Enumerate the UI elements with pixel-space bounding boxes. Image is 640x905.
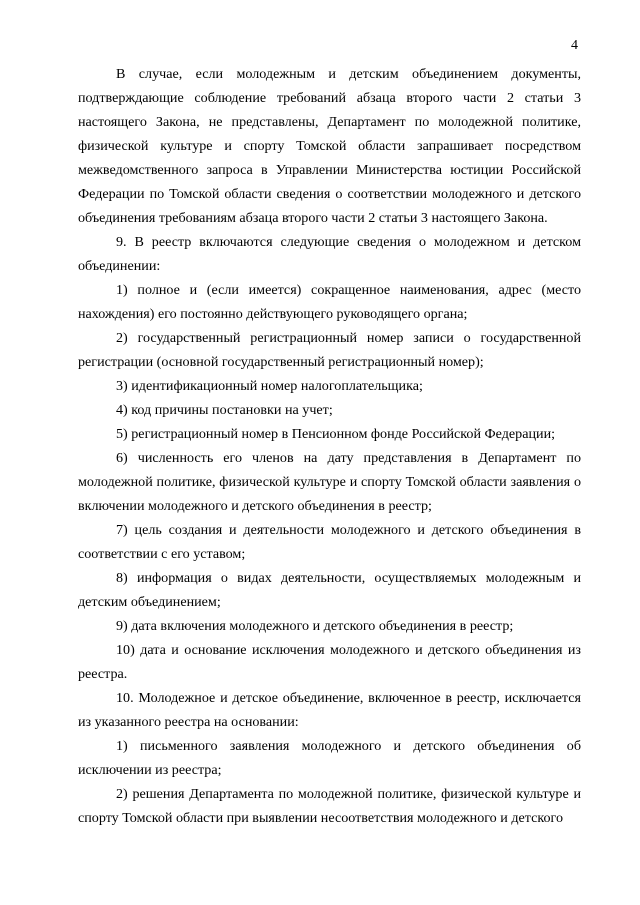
paragraph: В случае, если молодежным и детским объединением документы, подтверждающие соблюдение требований абзаца второго части 2 статьи 3 настоящего Закона, не представлены, Департамент по молодежной политике, физической культуре и спорту Томской области запрашивает посредством межведомственного запроса в Управлении Министерства юстиции Российской Федерации по Томской области сведения о соответствии молодежного и детского объединения требованиям абзаца второго части 2 статьи 3 настоящего Закона. <box>78 66 581 226</box>
paragraph: 2) решения Департамента по молодежной политике, физической культуре и спорту Томской области при выявлении несоответствия молодежного и детского <box>78 786 581 826</box>
paragraph: 5) регистрационный номер в Пенсионном фонде Российской Федерации; <box>116 426 556 442</box>
paragraph: 8) информация о видах деятельности, осуществляемых молодежным и детским объединением; <box>78 570 581 610</box>
paragraph: 3) идентификационный номер налогоплательщика; <box>116 378 423 394</box>
paragraph: 10. Молодежное и детское объединение, включенное в реестр, исключается из указанного реестра на основании: <box>78 690 581 730</box>
paragraph: 4) код причины постановки на учет; <box>116 402 333 418</box>
paragraph: 6) численность его членов на дату представления в Департамент по молодежной политике, физической культуре и спорту Томской области заявления о включении молодежного и детского объединения в реестр; <box>78 450 581 514</box>
page-number: 4 <box>571 38 578 53</box>
paragraph: 2) государственный регистрационный номер записи о государственной регистрации (основной государственный регистрационный номер); <box>78 330 581 370</box>
paragraph: 9) дата включения молодежного и детского объединения в реестр; <box>116 618 514 634</box>
paragraph: 1) письменного заявления молодежного и детского объединения об исключении из реестра; <box>78 738 581 778</box>
paragraph: 1) полное и (если имеется) сокращенное наименования, адрес (место нахождения) его постоянно действующего руководящего органа; <box>78 282 581 322</box>
document-body <box>78 62 581 830</box>
paragraph: 7) цель создания и деятельности молодежного и детского объединения в соответствии с его уставом; <box>78 522 581 562</box>
paragraph: 10) дата и основание исключения молодежного и детского объединения из реестра. <box>78 642 581 682</box>
paragraph: 9. В реестр включаются следующие сведения о молодежном и детском объединении: <box>78 234 581 274</box>
